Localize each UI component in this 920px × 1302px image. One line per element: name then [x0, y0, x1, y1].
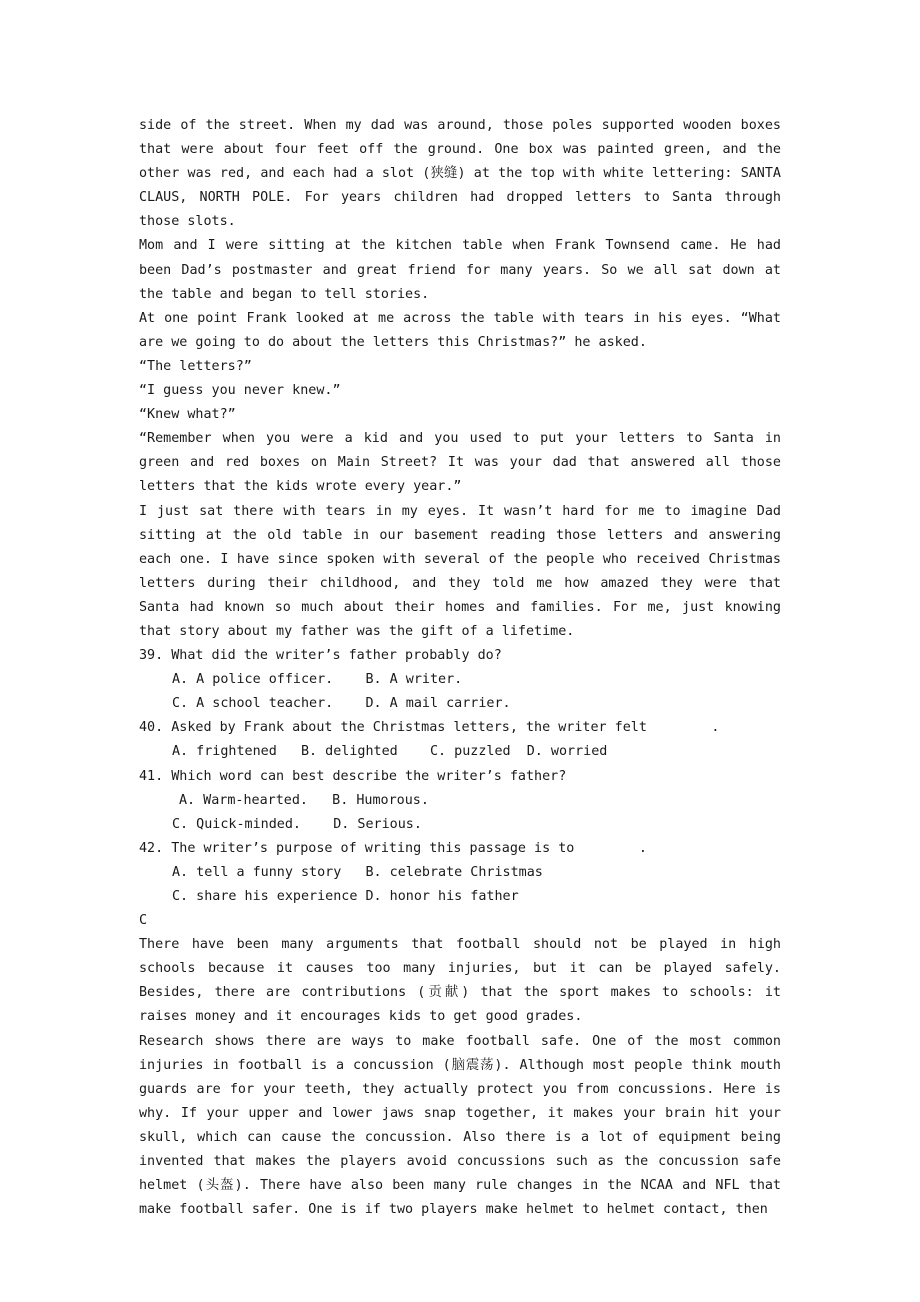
question-stem: 40. Asked by Frank about the Christmas letters, the writer felt .	[139, 720, 720, 736]
question-options: C. share his experience D. honor his father	[172, 889, 519, 904]
dialogue-line: “I guess you never knew.”	[139, 383, 341, 399]
question-41	[139, 765, 781, 837]
passage-b-paragraph-1: side of the street. When my dad was around, those poles supported wooden boxes that were about four feet off the ground. One box was painted green, and the other was red, and each had a slot (狭缝) at the top with white lettering: SANTA CLAUS, NORTH POLE. For years children had dropped letters to Santa through those slots.	[139, 118, 781, 230]
section-heading: C	[139, 913, 148, 929]
question-options: A. tell a funny story B. celebrate Christmas	[172, 864, 543, 880]
dialogue-paragraph: “Remember when you were a kid and you used to put your letters to Santa in green and red boxes on Main Street? It was your dad that answered all those letters that the kids wrote every year.”	[139, 431, 781, 495]
dialogue-line: “The letters?”	[139, 358, 252, 374]
question-stem: 39. What did the writer’s father probably do?	[139, 648, 502, 664]
question-options: A. A police officer. B. A writer.	[172, 672, 463, 688]
dialogue-line: “Knew what?”	[139, 407, 236, 423]
passage-b-paragraph-2: Mom and I were sitting at the kitchen table when Frank Townsend came. He had been Dad’s postmaster and great friend for many years. So we all sat down at the table and began to tell stories.	[139, 238, 781, 302]
question-options: A. Warm-hearted. B. Humorous.	[179, 792, 429, 808]
document-page	[139, 114, 781, 1222]
question-stem: 41. Which word can best describe the writer’s father?	[139, 768, 567, 784]
question-options: C. Quick-minded. D. Serious.	[172, 816, 422, 832]
question-stem: 42. The writer’s purpose of writing this passage is to .	[139, 840, 647, 856]
passage-b-paragraph-3: At one point Frank looked at me across the table with tears in his eyes. “What are we going to do about the letters this Christmas?” he asked.	[139, 310, 781, 350]
question-options: A. frightened B. delighted C. puzzled D. worried	[172, 744, 608, 760]
question-39	[139, 644, 781, 716]
question-42	[139, 837, 781, 909]
passage-c-paragraph-2: Research shows there are ways to make football safe. One of the most common injuries in football is a concussion (脑震荡). Although most people think mouth guards are for your teeth, they actually protect you from concussions. Here is why. If your upper and lower jaws snap together, it makes your brain hit your skull, which can cause the concussion. Also there is a lot of equipment being invented that makes the players avoid concussions such as the concussion safe helmet (头盔). There have also been many rule changes in the NCAA and NFL that make football safer. One is if two players make helmet to helmet contact, then	[139, 1033, 781, 1218]
passage-b-paragraph-final: I just sat there with tears in my eyes. It wasn’t hard for me to imagine Dad sitting at the old table in our basement reading those letters and answering each one. I have since spoken with several of the people who received Christmas letters during their childhood, and they told me how amazed they were that Santa had known so much about their homes and families. For me, just knowing that story about my father was the gift of a lifetime.	[139, 503, 781, 639]
passage-c-paragraph-1: There have been many arguments that football should not be played in high schools because it causes too many injuries, but it can be played safely. Besides, there are contributions (贡献) that the sport makes to schools: it raises money and it encourages kids to get good grades.	[139, 937, 781, 1025]
question-40	[139, 716, 781, 764]
question-options: C. A school teacher. D. A mail carrier.	[172, 696, 511, 712]
